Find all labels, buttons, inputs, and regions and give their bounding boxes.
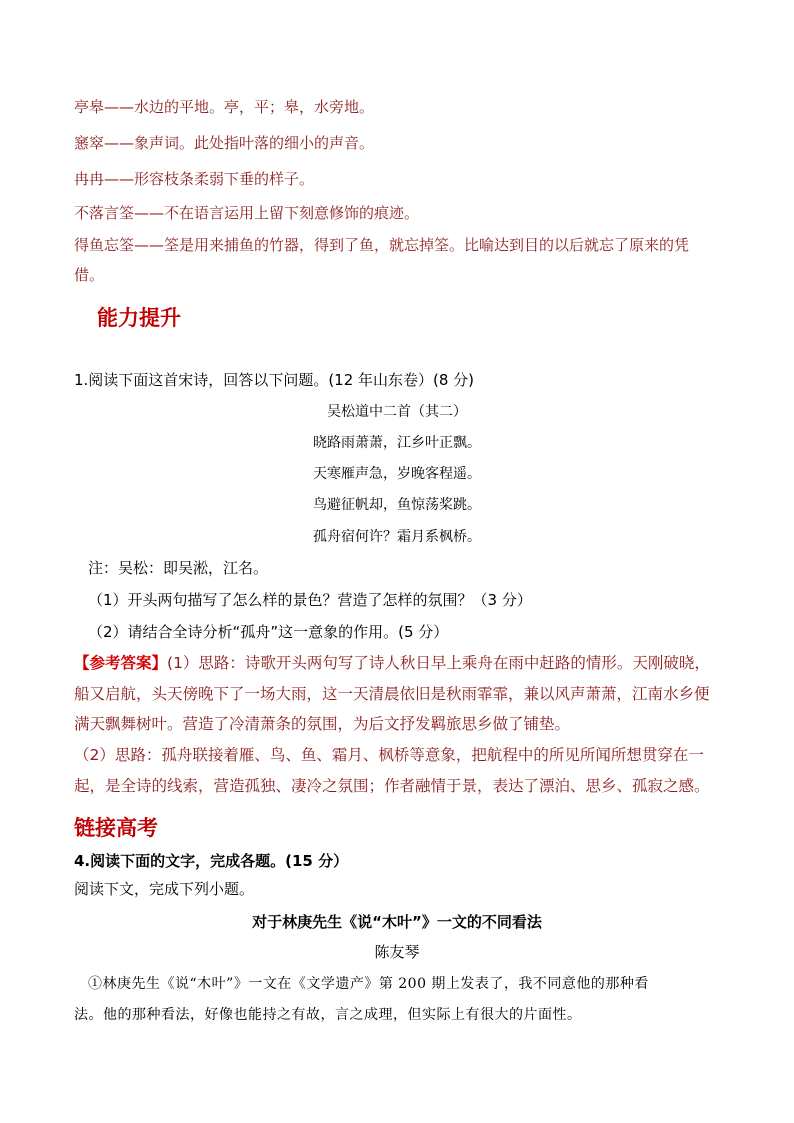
glossary-line-3: 冉冉——形容枝条柔弱下垂的样子。	[74, 170, 315, 188]
poem-line-4: 孤舟宿何许？霜月系枫桥。	[313, 529, 481, 545]
question1-stem: 1.阅读下面这首宋诗，回答以下问题。(12 年山东卷）(8 分)	[74, 371, 475, 389]
section-title-exam-link: 链接高考	[74, 816, 158, 840]
answer-line-3: 满天飘舞树叶。营造了冷清萧条的氛围，为后文抒发羁旅思乡做了铺垫。	[74, 715, 571, 733]
section-title-ability: 能力提升	[97, 306, 181, 330]
poem-note: 注：吴松：即吴淞，江名。	[88, 559, 269, 577]
glossary-line-2: 窸窣——象声词。此处指叶落的细小的声音。	[74, 134, 375, 152]
glossary-line-4: 不落言筌——不在语言运用上留下刻意修饰的痕迹。	[74, 204, 420, 222]
poem-line-3: 鸟避征帆却，鱼惊荡桨跳。	[313, 497, 481, 513]
question4-stem: 4.阅读下面的文字，完成各题。(15 分）	[74, 852, 349, 870]
article-para1-line1: ①林庚先生《说“木叶”》一文在《文学遗产》第 200 期上发表了，我不同意他的那种看	[88, 976, 649, 992]
poem-title: 吴松道中二首（其二）	[327, 404, 467, 420]
glossary-line-1: 亭皋——水边的平地。亭，平；皋，水旁地。	[74, 98, 375, 116]
glossary-line-5: 得鱼忘筌——筌是用来捕鱼的竹器，得到了鱼，就忘掉筌。比喻达到目的以后就忘了原来的凭	[74, 236, 690, 254]
article-author: 陈友琴	[374, 943, 420, 961]
answer-line-5: 起，是全诗的线索，营造孤独、凄冷之氛围；作者融情于景，表达了漂泊、思乡、孤寂之感。	[74, 777, 710, 795]
answer-text-1: (1）思路：诗歌开头两句写了诗人秋日早上乘舟在雨中赶路的情形。天刚破晓，	[167, 654, 710, 672]
question4-instruction: 阅读下文，完成下列小题。	[74, 880, 255, 898]
answer-label: 【参考答案】	[74, 654, 168, 672]
answer-line-1	[74, 653, 710, 673]
glossary-line-6: 借。	[74, 266, 105, 284]
article-para1-line2: 法。他的那种看法，好像也能持之有故，言之成理，但实际上有很大的片面性。	[74, 1007, 582, 1023]
question1-sub2: （2）请结合全诗分析“孤舟”这一意象的作用。(5 分）	[88, 623, 449, 641]
answer-line-2: 船又启航，头天傍晚下了一场大雨，这一天清晨依旧是秋雨霏霏，兼以风声萧萧，江南水乡便	[74, 685, 710, 703]
answer-line-4: （2）思路：孤舟联接着雁、鸟、鱼、霜月、枫桥等意象，把航程中的所见所闻所想贯穿在一	[74, 746, 704, 764]
poem-line-1: 晓路雨萧萧，江乡叶正飘。	[313, 435, 481, 451]
poem-line-2: 天寒雁声急，岁晚客程遥。	[313, 466, 481, 482]
article-title: 对于林庚先生《说“木叶”》一文的不同看法	[252, 913, 542, 931]
question1-sub1: （1）开头两句描写了怎么样的景色？营造了怎样的氛围？（3 分）	[88, 591, 532, 609]
